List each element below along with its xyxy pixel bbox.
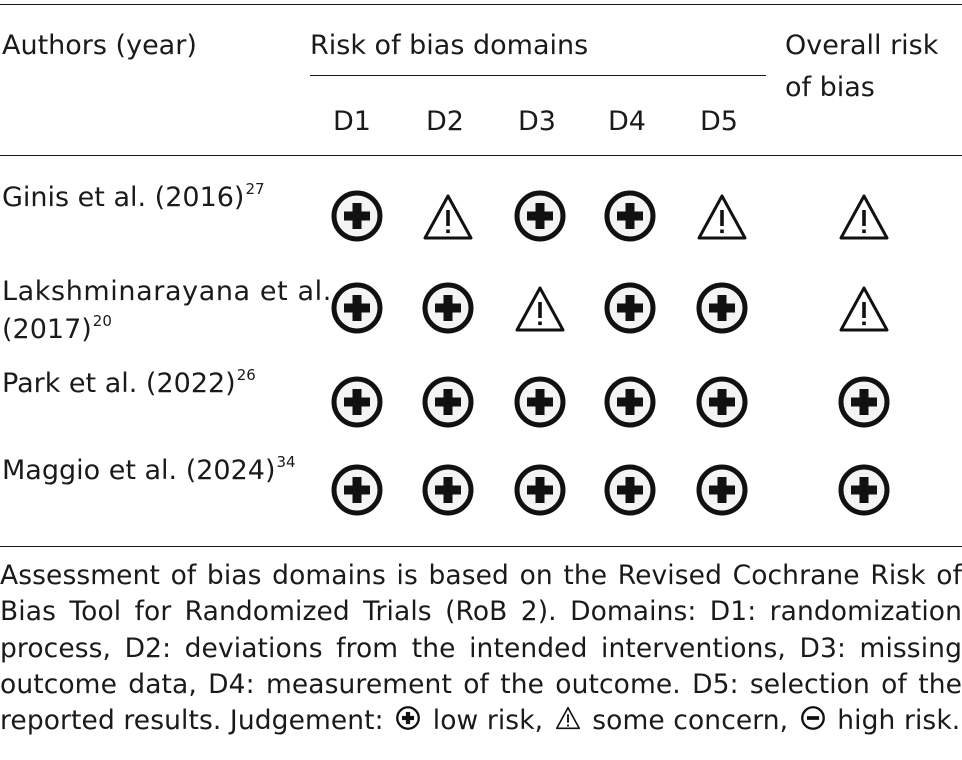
plus-circle-icon (394, 704, 422, 732)
row-author (2, 182, 265, 217)
legend-some: some concern, (592, 705, 789, 737)
plus-circle-icon (510, 186, 570, 246)
header-overall-line2: of bias (785, 72, 875, 103)
warning-triangle-icon (554, 704, 582, 732)
plus-circle-icon (834, 460, 894, 520)
table-footnote (0, 558, 962, 739)
footnote-line: process, D2: deviations from the intended interventions, D3: missing (0, 632, 962, 664)
row-author-cont (2, 314, 112, 349)
plus-circle-icon (600, 460, 660, 520)
top-rule (0, 4, 962, 5)
plus-circle-icon (600, 372, 660, 432)
plus-circle-icon (692, 372, 752, 432)
header-bottom-rule (0, 155, 962, 156)
plus-circle-icon (692, 278, 752, 338)
header-domains-group: Risk of bias domains (310, 30, 589, 61)
plus-circle-icon (600, 186, 660, 246)
plus-circle-icon (327, 278, 387, 338)
warning-triangle-icon (834, 186, 894, 246)
plus-circle-icon (418, 372, 478, 432)
reference-number: 27 (245, 180, 265, 198)
footnote-line: Assessment of bias domains is based on the Revised Cochrane Risk of (0, 560, 962, 591)
warning-triangle-icon (834, 278, 894, 338)
domains-group-rule (310, 75, 766, 76)
minus-circle-icon (799, 704, 827, 732)
author-name: Park et al. (2022) (2, 368, 236, 399)
plus-circle-icon (327, 372, 387, 432)
plus-circle-icon (418, 278, 478, 338)
plus-circle-icon (600, 278, 660, 338)
author-name-line2: (2017) (2, 314, 92, 345)
author-name: Maggio et al. (2024) (2, 455, 276, 486)
header-d2: D2 (426, 106, 464, 137)
plus-circle-icon (418, 460, 478, 520)
footnote-line: outcome data, D4: measurement of the outcome. D5: selection of the (0, 668, 962, 700)
plus-circle-icon (510, 460, 570, 520)
row-author (2, 368, 256, 403)
legend-high: high risk. (837, 705, 961, 737)
header-overall-line1: Overall risk (785, 30, 939, 61)
header-d4: D4 (608, 106, 646, 137)
plus-circle-icon (692, 460, 752, 520)
footnote-line: Bias Tool for Randomized Trials (RoB 2). Domains: D1: randomization (0, 596, 962, 628)
legend-low: low risk, (432, 705, 544, 737)
header-authors: Authors (year) (2, 30, 197, 61)
warning-triangle-icon (418, 186, 478, 246)
reference-number: 26 (236, 366, 256, 384)
reference-number: 34 (276, 453, 296, 471)
header-d1: D1 (333, 106, 371, 137)
header-d5: D5 (700, 106, 738, 137)
legend-prefix: reported results. Judgement: (0, 705, 384, 737)
reference-number: 20 (92, 312, 112, 330)
plus-circle-icon (510, 372, 570, 432)
author-name-line1: Lakshminarayana et al. (2, 276, 332, 307)
row-author (2, 455, 296, 490)
plus-circle-icon (327, 460, 387, 520)
author-name: Ginis et al. (2016) (2, 182, 245, 213)
plus-circle-icon (327, 186, 387, 246)
row-author (2, 276, 332, 308)
plus-circle-icon (834, 372, 894, 432)
warning-triangle-icon (692, 186, 752, 246)
table-bottom-rule (0, 546, 962, 547)
footnote-legend-line (0, 703, 962, 739)
warning-triangle-icon (510, 278, 570, 338)
header-d3: D3 (518, 106, 556, 137)
